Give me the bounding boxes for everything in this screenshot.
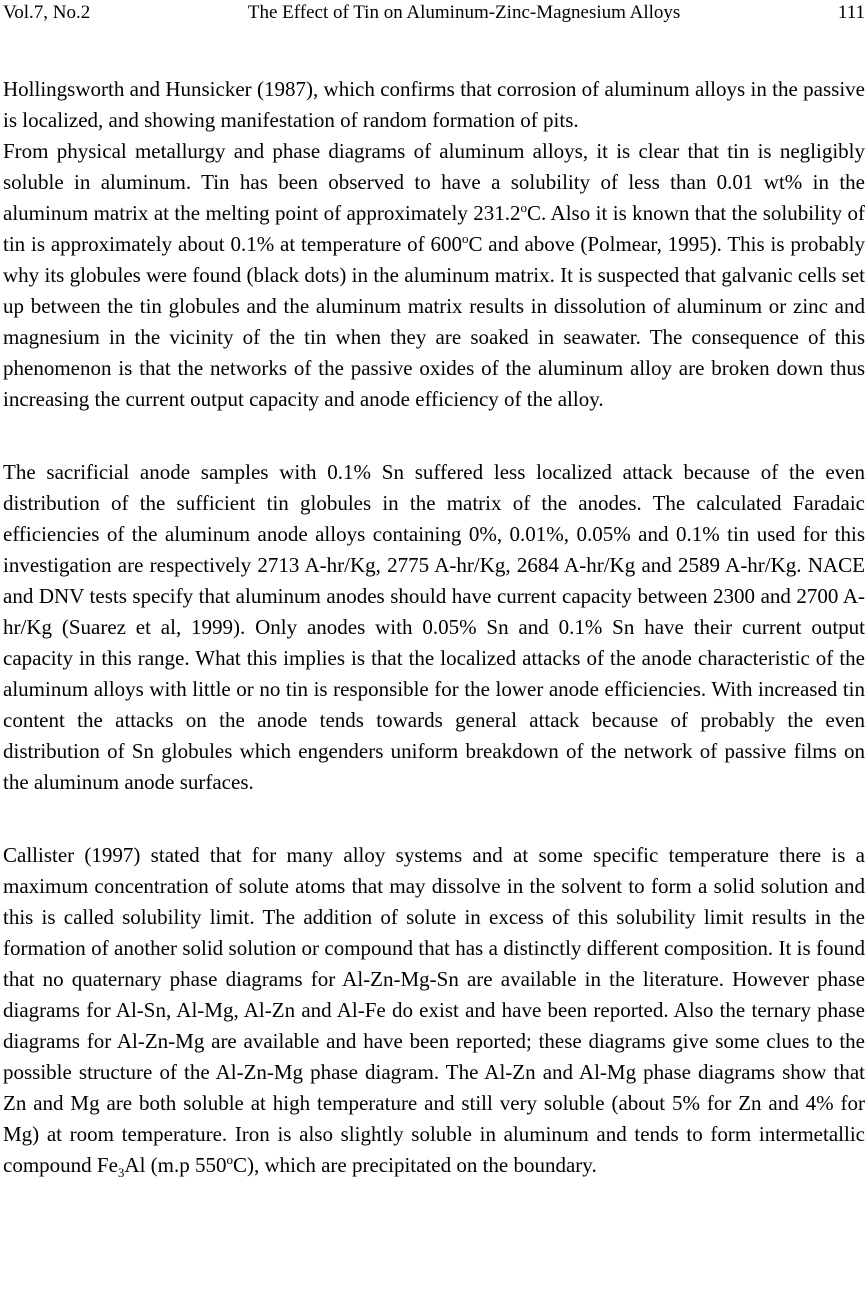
running-title: The Effect of Tin on Aluminum-Zinc-Magnesium Alloys [247,2,681,23]
paragraph-callister-solubility-limit: Callister (1997) stated that for many alloy systems and at some specific temperature there is a maximum concentration of solute atoms that may dissolve in the solvent to form a solid solution and this is called solubility limit. The addition of solute in excess of this solubility limit results in the formation of another solid solution or compound that has a distinctly different composition. It is found that no quaternary phase diagrams for Al-Zn-Mg-Sn are available in the literature. However phase diagrams for Al-Sn, Al-Mg, Al-Zn and Al-Fe do exist and have been reported. Also the ternary phase diagrams for Al-Zn-Mg are available and have been reported; these diagrams give some clues to the possible structure of the Al-Zn-Mg phase diagram. The Al-Zn and Al-Mg phase diagrams show that Zn and Mg are both soluble at high temperature and still very soluble (about 5% for Zn and 4% for Mg) at room temperature. Iron is also slightly soluble in aluminum and tends to form intermetallic compound $Fe_3Al$ (m.p 550$^o$C), which are precipitated on the boundary. [3,843,865,1181]
page-number: 111 [837,2,865,23]
paragraph-tin-solubility: From physical metallurgy and phase diagrams of aluminum alloys, it is clear that tin is negligibly soluble in aluminum. Tin has been observed to have a solubility of less than 0.01 wt% in the aluminum matrix at the melting point of approximately 231.2$^o$C. Also it is known that the solubility of tin is approximately about 0.1% at temperature of 600$^o$C and above (Polmear, 1995). This is probably why its globules were found (black dots) in the aluminum matrix. It is suspected that galvanic cells set up between the tin globules and the aluminum matrix results in dissolution of aluminum or zinc and magnesium in the vicinity of the tin when they are soaked in seawater. The consequence of this phenomenon is that the networks of the passive oxides of the aluminum alloy are broken down thus increasing the current output capacity and anode efficiency of the alloy. [3,139,865,411]
paragraph-sacrificial-anode: The sacrificial anode samples with 0.1% Sn suffered less localized attack because of the even distribution of the sufficient tin globules in the matrix of the anodes. The calculated Faradaic efficiencies of the aluminum anode alloys containing 0%, 0.01%, 0.05% and 0.1% tin used for this investigation are respectively 2713 A-hr/Kg, 2775 A-hr/Kg, 2684 A-hr/Kg and 2589 A-hr/Kg. NACE and DNV tests specify that aluminum anodes should have current capacity between 2300 and 2700 A-hr/Kg (Suarez et al, 1999). Only anodes with 0.05% Sn and 0.1% Sn have their current output capacity in this range. What this implies is that the localized attacks of the anode characteristic of the aluminum alloys with little or no tin is responsible for the lower anode efficiencies. With increased tin content the attacks on the anode tends towards general attack because of probably the even distribution of Sn globules which engenders uniform breakdown of the network of passive films on the aluminum anode surfaces. [3,460,865,794]
paragraph-hollingsworth: Hollingsworth and Hunsicker (1987), which confirms that corrosion of aluminum alloys in the passive is localized, and showing manifestation of random formation of pits. [3,77,865,132]
article-body [3,74,865,1181]
journal-volume-issue: Vol.7, No.2 [3,2,91,23]
running-header [3,2,865,24]
